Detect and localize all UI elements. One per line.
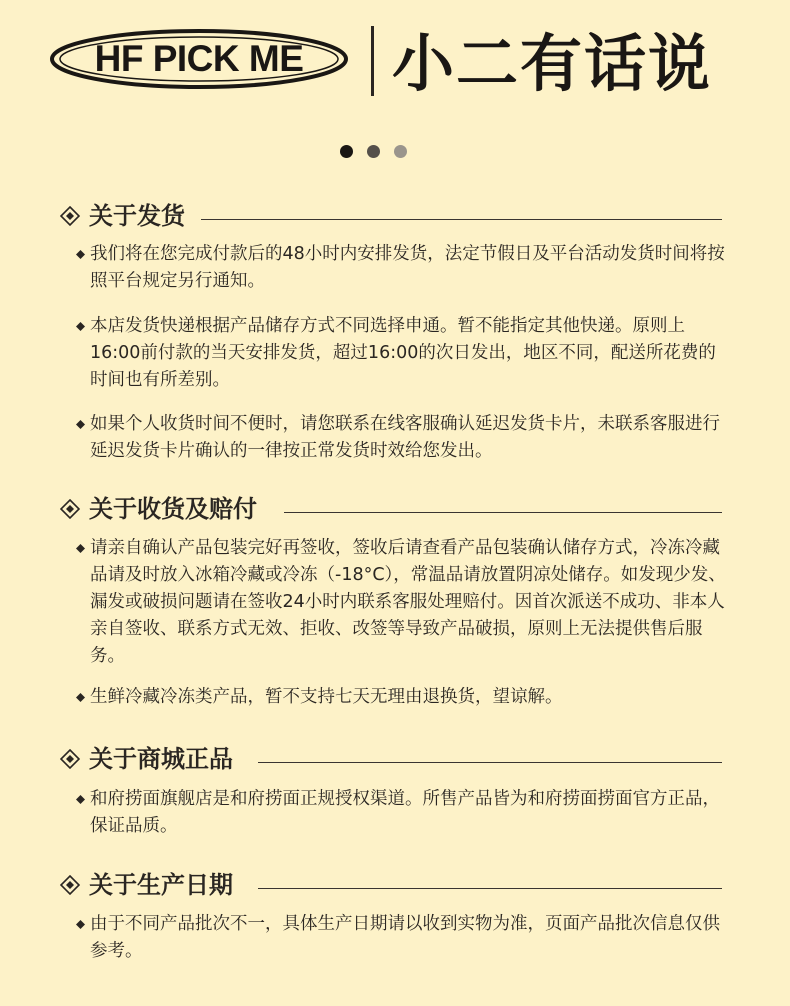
header-divider xyxy=(371,26,374,96)
carousel-dot-3[interactable] xyxy=(394,145,407,158)
section-item: 由于不同产品批次不一，具体生产日期请以收到实物为准，页面产品批次信息仅供参考。 xyxy=(76,911,728,965)
section-title: 关于生产日期 xyxy=(89,871,233,899)
diamond-icon xyxy=(60,749,80,769)
brand-logo xyxy=(49,28,349,90)
section-title: 关于商城正品 xyxy=(89,745,233,773)
section-item: 本店发货快递根据产品储存方式不同选择申通。暂不能指定其他快递。原则上16:00前付款的当天安排发货，超过16:00的次日发出，地区不同，配送所花费的时间也有所差别。 xyxy=(76,313,728,394)
section-item: 生鲜冷藏冷冻类产品，暂不支持七天无理由退换货，望谅解。 xyxy=(76,684,728,711)
bullet-diamond-icon xyxy=(76,920,85,929)
page-title: 小二有话说 xyxy=(392,27,713,100)
bullet-diamond-icon xyxy=(76,420,85,429)
bullet-diamond-icon xyxy=(76,322,85,331)
section-production-date-header xyxy=(60,868,722,902)
carousel-dot-1[interactable] xyxy=(340,145,353,158)
section-shipping-header xyxy=(60,199,722,233)
section-item: 和府捞面旗舰店是和府捞面正规授权渠道。所售产品皆为和府捞面捞面官方正品，保证品质。 xyxy=(76,786,728,840)
bullet-diamond-icon xyxy=(76,544,85,553)
section-item: 如果个人收货时间不便时，请您联系在线客服确认延迟发货卡片，未联系客服进行延迟发货卡片确认的一律按正常发货时效给您发出。 xyxy=(76,411,728,465)
section-authentic-header xyxy=(60,742,722,776)
carousel-dot-2[interactable] xyxy=(367,145,380,158)
section-receiving-header xyxy=(60,492,722,526)
header xyxy=(0,0,790,130)
section-title: 关于收货及赔付 xyxy=(89,495,257,523)
section-item: 请亲自确认产品包装完好再签收，签收后请查看产品包装确认储存方式，冷冻冷藏品请及时放入冰箱冷藏或冷冻（-18°C），常温品请放置阴凉处储存。如发现少发、漏发或破损问题请在签收24小时内联系客服处理赔付。因首次派送不成功、非本人亲自签收、联系方式无效、拒收、改签等导致产品破损，原则上无法提供售后服务。 xyxy=(76,535,728,670)
bullet-diamond-icon xyxy=(76,250,85,259)
section-title: 关于发货 xyxy=(89,202,185,230)
section-rule xyxy=(201,219,722,220)
diamond-icon xyxy=(60,499,80,519)
bullet-diamond-icon xyxy=(76,693,85,702)
bullet-diamond-icon xyxy=(76,795,85,804)
section-rule xyxy=(284,512,722,513)
section-rule xyxy=(258,762,722,763)
logo-text: HF PICK ME xyxy=(94,38,304,79)
section-item: 我们将在您完成付款后的48小时内安排发货，法定节假日及平台活动发货时间将按照平台规定另行通知。 xyxy=(76,241,728,295)
diamond-icon xyxy=(60,206,80,226)
section-rule xyxy=(258,888,722,889)
diamond-icon xyxy=(60,875,80,895)
